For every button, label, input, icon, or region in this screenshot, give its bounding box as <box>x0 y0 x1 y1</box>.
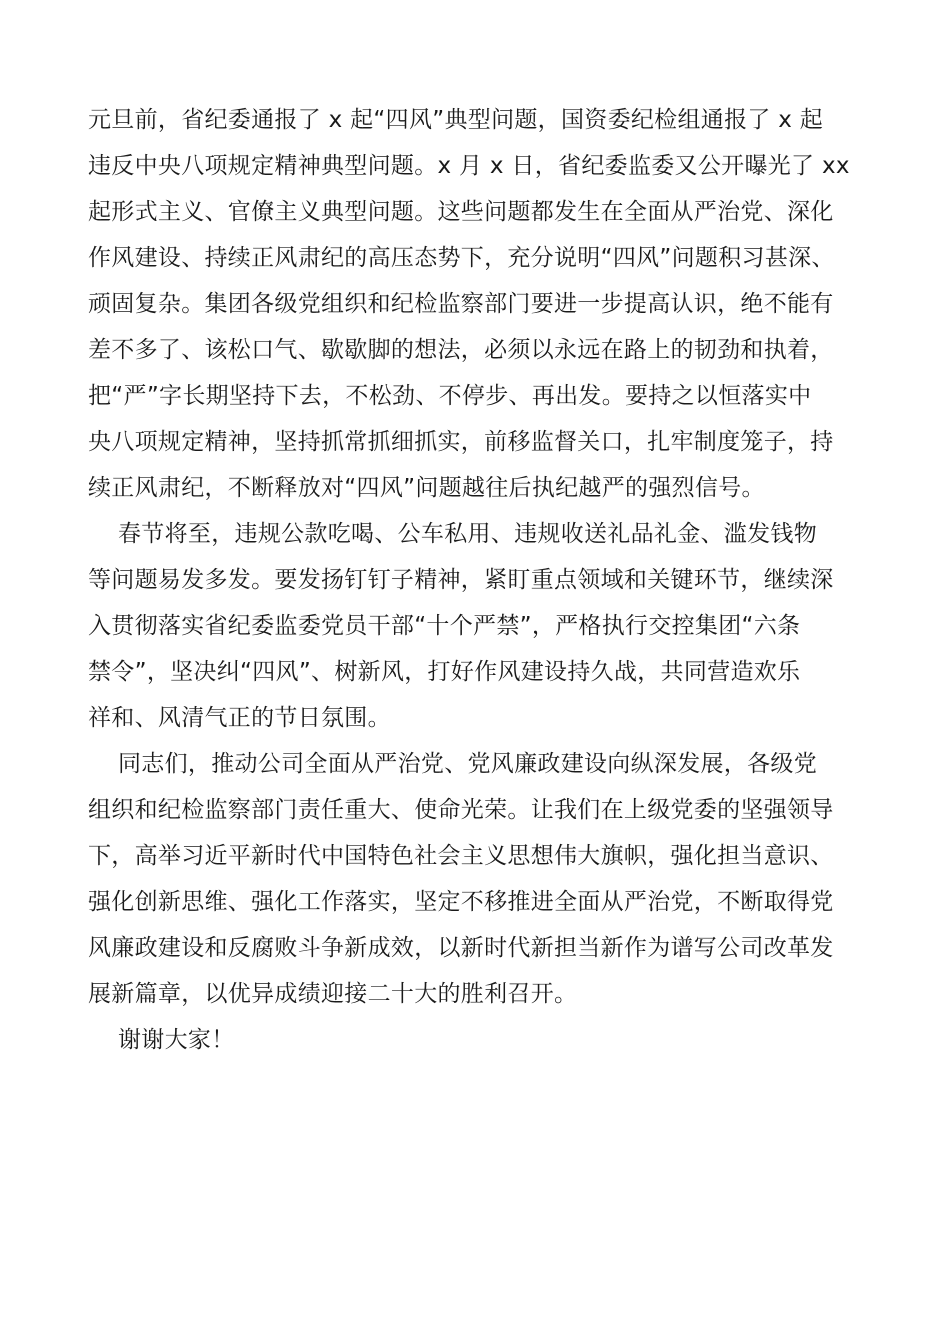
text-line: 强化创新思维、强化工作落实，坚定不移推进全面从严治党，不断取得党 <box>88 889 834 915</box>
text-line: 入贯彻落实省纪委监委党员干部“十个严禁”，严格执行交控集团“六条 <box>88 613 801 639</box>
text-line: 把“严”字长期坚持下去，不松劲、不停步、再出发。要持之以恒落实中 <box>88 383 812 409</box>
text-line: 展新篇章，以优异成绩迎接二十大的胜利召开。 <box>88 981 578 1007</box>
paragraph-1 <box>88 97 868 511</box>
paragraph-2 <box>88 511 868 741</box>
text-line: 风廉政建设和反腐败斗争新成效，以新时代新担当新作为谱写公司改革发 <box>88 935 834 961</box>
text-line: 违反中央八项规定精神典型问题。x 月 x 日，省纪委监委又公开曝光了 xx <box>88 153 850 179</box>
paragraph-3 <box>88 741 868 1017</box>
text-line: 下，高举习近平新时代中国特色社会主义思想伟大旗帜，强化担当意识、 <box>88 843 834 869</box>
text-line: 起形式主义、官僚主义典型问题。这些问题都发生在全面从严治党、深化 <box>88 199 834 225</box>
text-line: 祥和、风清气正的节日氛围。 <box>88 705 391 731</box>
text-line: 谢谢大家！ <box>118 1027 235 1053</box>
text-line: 元旦前，省纪委通报了 x 起“四风”典型问题，国资委纪检组通报了 x 起 <box>88 107 824 133</box>
text-line: 组织和纪检监察部门责任重大、使命光荣。让我们在上级党委的坚强领导 <box>88 797 834 823</box>
text-line: 顽固复杂。集团各级党组织和纪检监察部门要进一步提高认识，绝不能有 <box>88 291 834 317</box>
text-line: 等问题易发多发。要发扬钉钉子精神，紧盯重点领域和关键环节，继续深 <box>88 567 834 593</box>
text-line: 差不多了、该松口气、歇歇脚的想法，必须以永远在路上的韧劲和执着， <box>88 337 834 363</box>
paragraph-4 <box>88 1017 868 1063</box>
text-line: 作风建设、持续正风肃纪的高压态势下，充分说明“四风”问题积习甚深、 <box>88 245 835 271</box>
text-line: 同志们，推动公司全面从严治党、党风廉政建设向纵深发展，各级党 <box>118 751 817 777</box>
document-body <box>88 97 868 1063</box>
text-line: 禁令”，坚决纠“四风”、树新风，打好作风建设持久战，共同营造欢乐 <box>88 659 801 685</box>
text-line: 央八项规定精神，坚持抓常抓细抓实，前移监督关口，扎牢制度笼子，持 <box>88 429 834 455</box>
text-line: 续正风肃纪，不断释放对“四风”问题越往后执纪越严的强烈信号。 <box>88 475 765 501</box>
text-line: 春节将至，违规公款吃喝、公车私用、违规收送礼品礼金、滥发钱物 <box>118 521 817 547</box>
